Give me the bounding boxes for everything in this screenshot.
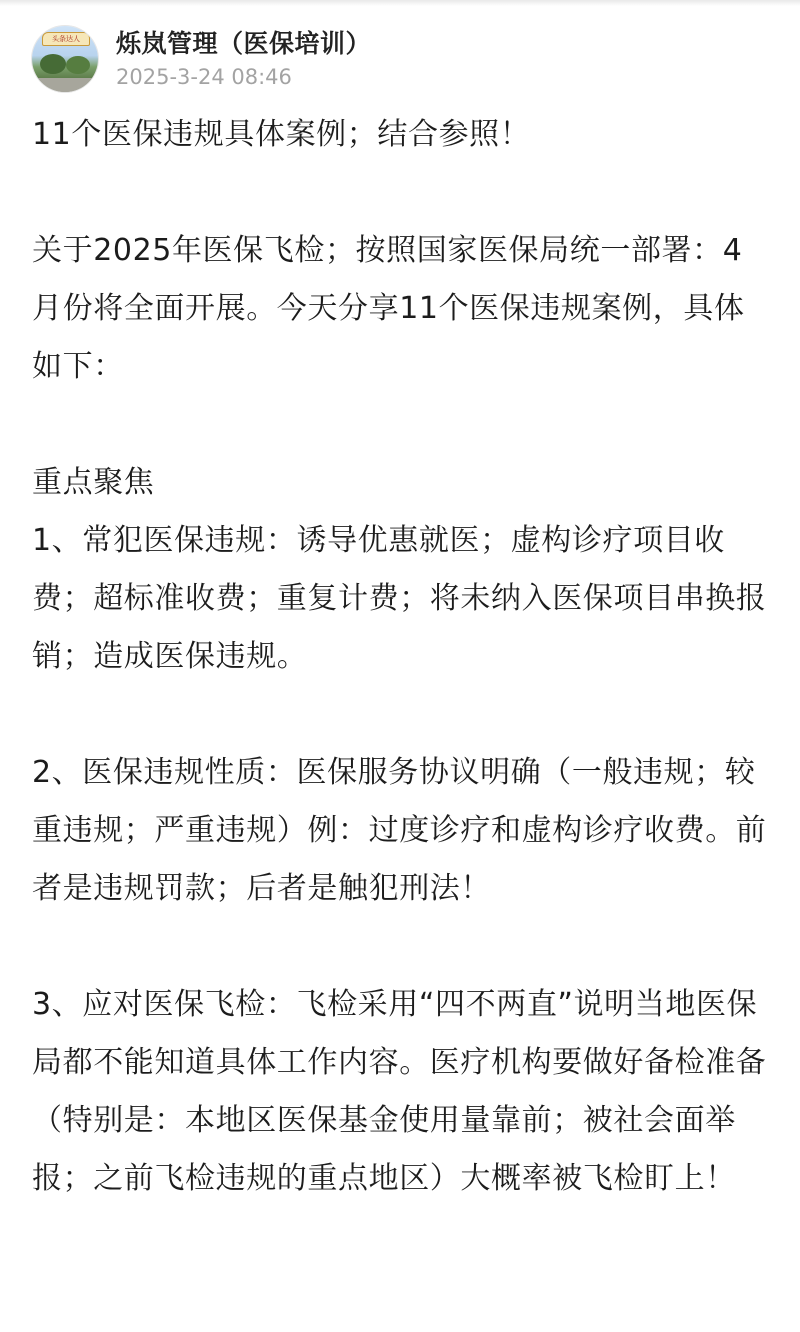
author-meta	[116, 27, 371, 91]
avatar-ground-shape	[32, 78, 98, 92]
avatar-badge: 头条达人	[42, 32, 90, 46]
intro-paragraph: 关于2025年医保飞检；按照国家医保局统一部署：4月份将全面开展。今天分享11个医保违规案例，具体如下：	[32, 233, 745, 384]
post-title-line: 11个医保违规具体案例；结合参照！	[32, 117, 531, 152]
paragraph-spacer	[32, 918, 772, 976]
point-1-paragraph: 1、常犯医保违规：诱导优惠就医；虚构诊疗项目收费；超标准收费；重复计费；将未纳入医保项目串换报销；造成医保违规。	[32, 523, 767, 674]
section-heading: 重点聚焦	[32, 465, 155, 500]
avatar[interactable]	[32, 26, 98, 92]
post-header	[32, 24, 371, 94]
top-shadow	[0, 0, 800, 6]
post-body	[32, 106, 772, 1208]
post-timestamp: 2025-3-24 08:46	[116, 65, 292, 89]
paragraph-spacer	[32, 164, 772, 222]
point-2-paragraph: 2、医保违规性质：医保服务协议明确（一般违规；较重违规；严重违规）例：过度诊疗和虚构诊疗收费。前者是违规罚款；后者是触犯刑法！	[32, 755, 767, 906]
avatar-tree-shape	[66, 56, 90, 74]
author-name[interactable]: 烁岚管理（医保培训）	[116, 29, 372, 58]
avatar-tree-shape	[40, 54, 66, 74]
point-3-paragraph: 3、应对医保飞检：飞检采用“四不两直”说明当地医保局都不能知道具体工作内容。医疗机构要做好备检准备（特别是：本地区医保基金使用量靠前；被社会面举报；之前飞检违规的重点地区）大概率被飞检盯上！	[32, 987, 767, 1196]
paragraph-spacer	[32, 686, 772, 744]
paragraph-spacer	[32, 396, 772, 454]
